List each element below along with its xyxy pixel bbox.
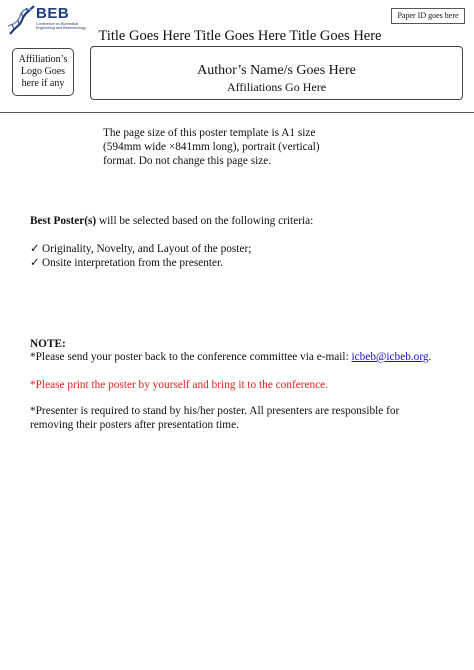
criteria-item (30, 256, 251, 270)
affiliation-logo-line: here if any (21, 78, 65, 89)
author-box (90, 46, 463, 100)
criteria-text: will be selected based on the following criteria: (96, 215, 314, 227)
note-send (30, 350, 431, 364)
logo-tagline: Conference on Biomedical Engineering and Biotechnology (36, 22, 86, 30)
criteria-intro (30, 214, 313, 228)
affiliation-logo-box (12, 48, 74, 96)
header-divider (0, 112, 474, 113)
email-link[interactable]: icbeb@icbeb.org (351, 351, 429, 363)
criteria-item (30, 242, 251, 256)
author-name: Author’s Name/s Goes Here (197, 63, 356, 78)
paragraph-line: (594mm wide ×841mm long), portrait (vertical) (103, 141, 320, 153)
paragraph-line: format. Do not change this page size. (103, 155, 272, 167)
note-heading: NOTE: (30, 338, 66, 350)
affiliations: Affiliations Go Here (226, 80, 327, 94)
paper-id-box: Paper ID goes here (391, 8, 465, 24)
criteria-item-text: Onsite interpretation from the presenter. (42, 257, 224, 269)
note-stand (30, 404, 460, 432)
note-send-text: *Please send your poster back to the conference committee via e-mail: (30, 351, 352, 363)
dna-helix-icon (6, 4, 36, 36)
page-size-paragraph (103, 126, 403, 168)
checkmark-icon: ✓ (30, 257, 40, 269)
criteria-list (30, 242, 251, 270)
criteria-item-text: Originality, Novelty, and Layout of the poster; (42, 243, 252, 255)
affiliation-logo-line: Logo Goes (20, 66, 66, 77)
paragraph-line: The page size of this poster template is A1 size (103, 127, 316, 139)
checkmark-icon: ✓ (30, 243, 40, 255)
note-stand-line: *Presenter is required to stand by his/her poster. All presenters are responsible for (30, 405, 400, 417)
poster-title: Title Goes Here Title Goes Here Title Goes Here (98, 28, 382, 44)
best-poster-label: Best Poster(s) (30, 215, 97, 227)
note-stand-line: removing their posters after presentation time. (30, 419, 239, 431)
affiliation-logo-line: Affiliation’s (18, 54, 68, 65)
note-print: *Please print the poster by yourself and bring it to the conference. (30, 379, 329, 391)
note-send-suffix: . (428, 351, 432, 363)
logo-text: BEB (36, 5, 70, 22)
